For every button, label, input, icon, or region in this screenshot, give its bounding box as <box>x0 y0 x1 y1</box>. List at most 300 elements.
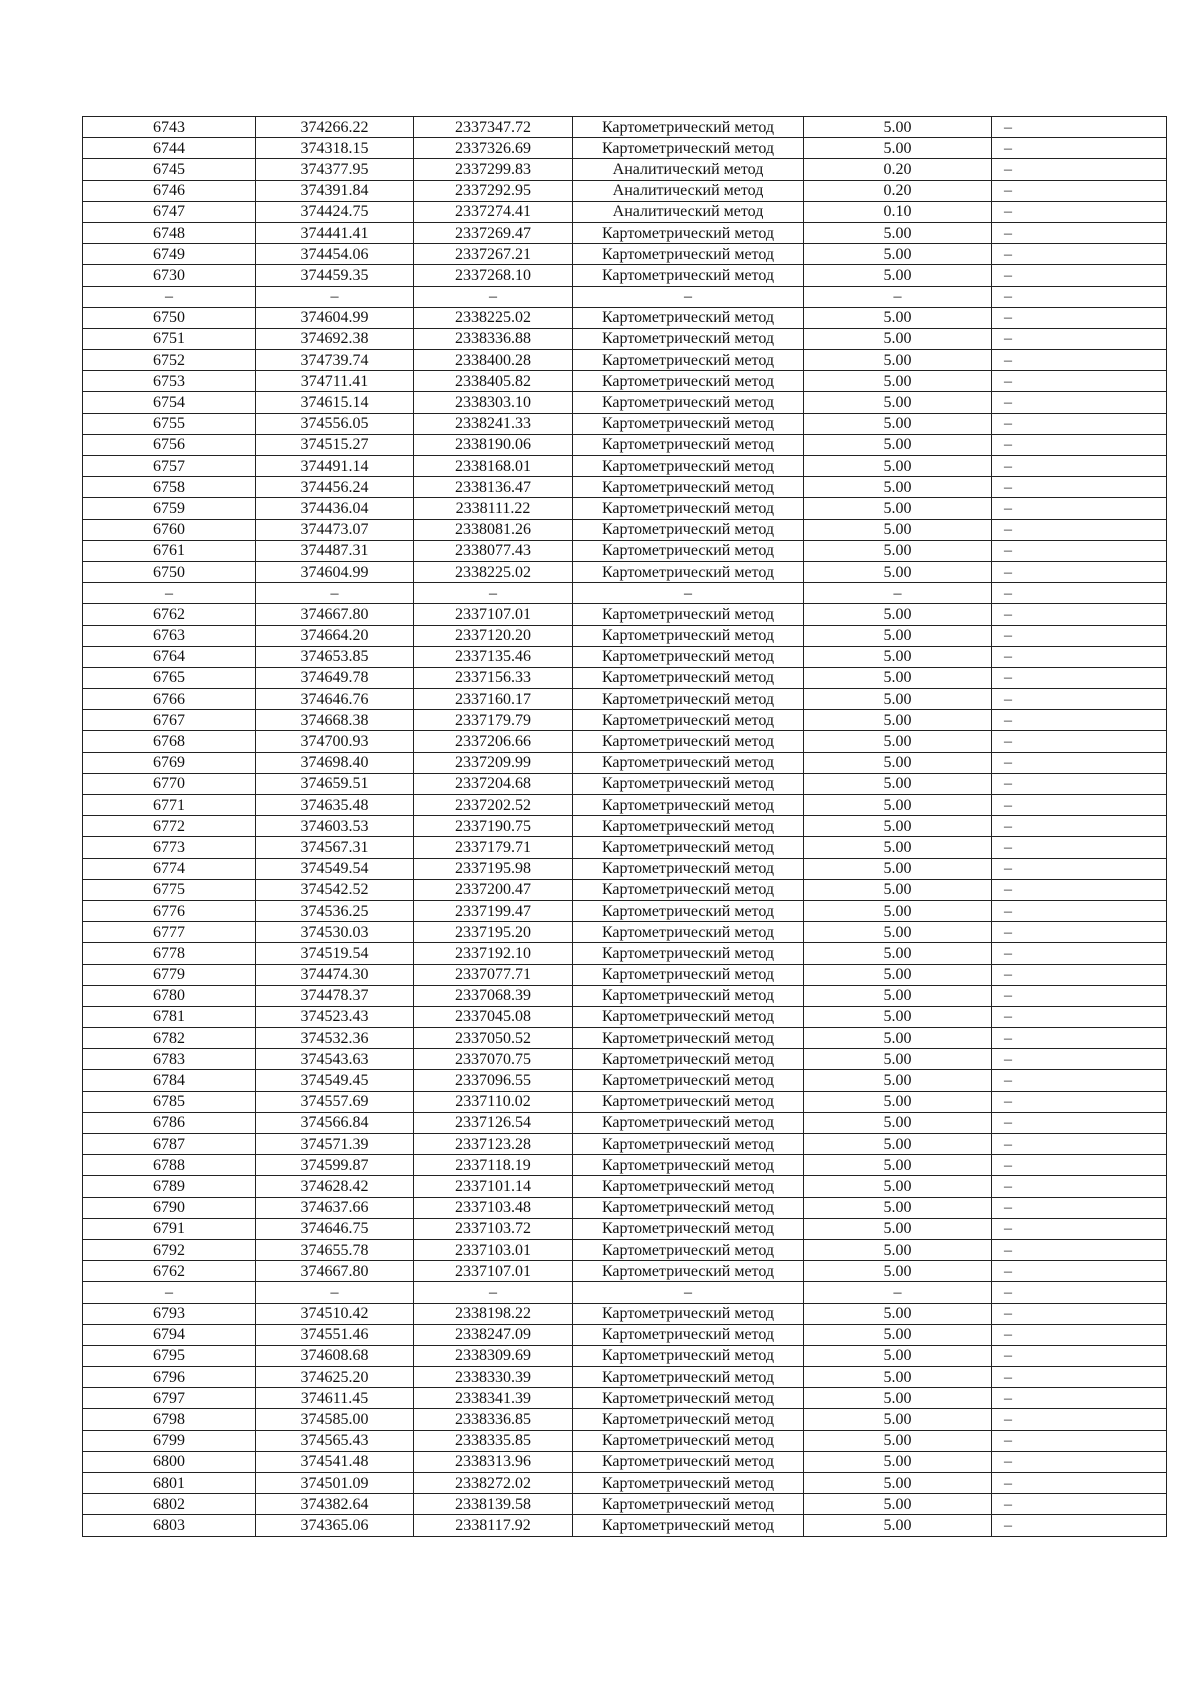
accuracy-cell: 5.00 <box>804 816 992 837</box>
y-coordinate-cell: 2337204.68 <box>414 773 573 794</box>
accuracy-cell: 5.00 <box>804 1049 992 1070</box>
accuracy-cell: 5.00 <box>804 1515 992 1536</box>
note-cell: – <box>992 1473 1167 1494</box>
note-cell: – <box>992 1049 1167 1070</box>
method-cell: Картометрический метод <box>573 434 804 455</box>
x-coordinate-cell: 374646.75 <box>256 1218 414 1239</box>
x-coordinate-cell: 374628.42 <box>256 1176 414 1197</box>
table-row <box>83 477 1167 498</box>
method-cell: Картометрический метод <box>573 625 804 646</box>
y-coordinate-cell: 2338225.02 <box>414 561 573 582</box>
accuracy-cell: 5.00 <box>804 307 992 328</box>
note-cell: – <box>992 1070 1167 1091</box>
x-coordinate-cell: 374478.37 <box>256 985 414 1006</box>
method-cell: Картометрический метод <box>573 1176 804 1197</box>
method-cell: Картометрический метод <box>573 1388 804 1409</box>
point-number-cell: 6791 <box>83 1218 256 1239</box>
note-cell: – <box>992 985 1167 1006</box>
y-coordinate-cell: 2338405.82 <box>414 371 573 392</box>
method-cell: Картометрический метод <box>573 392 804 413</box>
note-cell: – <box>992 943 1167 964</box>
x-coordinate-cell: 374625.20 <box>256 1367 414 1388</box>
method-cell: Картометрический метод <box>573 1367 804 1388</box>
y-coordinate-cell: 2337292.95 <box>414 180 573 201</box>
x-coordinate-cell: 374551.46 <box>256 1324 414 1345</box>
accuracy-cell: 5.00 <box>804 1070 992 1091</box>
point-number-cell: 6748 <box>83 222 256 243</box>
y-coordinate-cell: 2337110.02 <box>414 1091 573 1112</box>
note-cell: – <box>992 858 1167 879</box>
method-cell: Картометрический метод <box>573 1261 804 1282</box>
y-coordinate-cell: 2338335.85 <box>414 1430 573 1451</box>
accuracy-cell: 5.00 <box>804 477 992 498</box>
accuracy-cell: 5.00 <box>804 689 992 710</box>
accuracy-cell: 5.00 <box>804 667 992 688</box>
x-coordinate-cell: 374667.80 <box>256 1261 414 1282</box>
y-coordinate-cell: 2338117.92 <box>414 1515 573 1536</box>
note-cell: – <box>992 1218 1167 1239</box>
point-number-cell: 6784 <box>83 1070 256 1091</box>
y-coordinate-cell: 2337195.20 <box>414 922 573 943</box>
point-number-cell: 6751 <box>83 328 256 349</box>
note-cell: – <box>992 1388 1167 1409</box>
x-coordinate-cell: 374491.14 <box>256 456 414 477</box>
point-number-cell: 6793 <box>83 1303 256 1324</box>
table-row <box>83 222 1167 243</box>
note-cell: – <box>992 1515 1167 1536</box>
y-coordinate-cell: – <box>414 286 573 307</box>
x-coordinate-cell: 374541.48 <box>256 1451 414 1472</box>
table-row <box>83 1112 1167 1133</box>
point-number-cell: 6769 <box>83 752 256 773</box>
accuracy-cell: 5.00 <box>804 265 992 286</box>
method-cell: Картометрический метод <box>573 943 804 964</box>
point-number-cell: 6746 <box>83 180 256 201</box>
x-coordinate-cell: 374459.35 <box>256 265 414 286</box>
accuracy-cell: 5.00 <box>804 413 992 434</box>
x-coordinate-cell: 374557.69 <box>256 1091 414 1112</box>
note-cell: – <box>992 879 1167 900</box>
y-coordinate-cell: 2338341.39 <box>414 1388 573 1409</box>
table-row <box>83 413 1167 434</box>
point-number-cell: 6762 <box>83 604 256 625</box>
method-cell: Аналитический метод <box>573 159 804 180</box>
table-row <box>83 1451 1167 1472</box>
point-number-cell: 6760 <box>83 519 256 540</box>
point-number-cell: 6762 <box>83 1261 256 1282</box>
point-number-cell: 6747 <box>83 201 256 222</box>
y-coordinate-cell: – <box>414 1282 573 1303</box>
note-cell: – <box>992 646 1167 667</box>
point-number-cell: 6768 <box>83 731 256 752</box>
y-coordinate-cell: 2337103.48 <box>414 1197 573 1218</box>
note-cell: – <box>992 1134 1167 1155</box>
point-number-cell: 6795 <box>83 1345 256 1366</box>
accuracy-cell: 5.00 <box>804 1345 992 1366</box>
method-cell: Картометрический метод <box>573 1006 804 1027</box>
table-row <box>83 1388 1167 1409</box>
accuracy-cell: 5.00 <box>804 222 992 243</box>
point-number-cell: 6754 <box>83 392 256 413</box>
table-row <box>83 1282 1167 1303</box>
accuracy-cell: 5.00 <box>804 540 992 561</box>
y-coordinate-cell: 2337050.52 <box>414 1028 573 1049</box>
x-coordinate-cell: 374585.00 <box>256 1409 414 1430</box>
method-cell: Картометрический метод <box>573 1451 804 1472</box>
table-row <box>83 371 1167 392</box>
x-coordinate-cell: 374655.78 <box>256 1239 414 1260</box>
table-row <box>83 689 1167 710</box>
point-number-cell: 6771 <box>83 795 256 816</box>
y-coordinate-cell: 2337190.75 <box>414 816 573 837</box>
table-row <box>83 1218 1167 1239</box>
point-number-cell: 6782 <box>83 1028 256 1049</box>
table-row <box>83 752 1167 773</box>
x-coordinate-cell: 374454.06 <box>256 244 414 265</box>
table-row <box>83 350 1167 371</box>
y-coordinate-cell: 2338190.06 <box>414 434 573 455</box>
method-cell: – <box>573 286 804 307</box>
point-number-cell: 6757 <box>83 456 256 477</box>
accuracy-cell: 5.00 <box>804 1303 992 1324</box>
y-coordinate-cell: 2337045.08 <box>414 1006 573 1027</box>
x-coordinate-cell: 374711.41 <box>256 371 414 392</box>
table-row <box>83 286 1167 307</box>
y-coordinate-cell: 2338077.43 <box>414 540 573 561</box>
accuracy-cell: 5.00 <box>804 1218 992 1239</box>
point-number-cell: 6770 <box>83 773 256 794</box>
y-coordinate-cell: 2337179.79 <box>414 710 573 731</box>
accuracy-cell: 5.00 <box>804 837 992 858</box>
table-row <box>83 1324 1167 1345</box>
x-coordinate-cell: 374700.93 <box>256 731 414 752</box>
accuracy-cell: 0.20 <box>804 180 992 201</box>
point-number-cell: 6759 <box>83 498 256 519</box>
y-coordinate-cell: 2337107.01 <box>414 1261 573 1282</box>
y-coordinate-cell: 2337269.47 <box>414 222 573 243</box>
y-coordinate-cell: 2337160.17 <box>414 689 573 710</box>
point-number-cell: 6753 <box>83 371 256 392</box>
point-number-cell: 6765 <box>83 667 256 688</box>
note-cell: – <box>992 1494 1167 1515</box>
table-row <box>83 561 1167 582</box>
note-cell: – <box>992 689 1167 710</box>
y-coordinate-cell: 2337267.21 <box>414 244 573 265</box>
note-cell: – <box>992 350 1167 371</box>
table-row <box>83 1176 1167 1197</box>
accuracy-cell: 5.00 <box>804 1473 992 1494</box>
accuracy-cell: 5.00 <box>804 1324 992 1345</box>
point-number-cell: 6778 <box>83 943 256 964</box>
table-row <box>83 922 1167 943</box>
x-coordinate-cell: 374698.40 <box>256 752 414 773</box>
accuracy-cell: 5.00 <box>804 1451 992 1472</box>
point-number-cell: 6797 <box>83 1388 256 1409</box>
table-row <box>83 117 1167 138</box>
method-cell: Картометрический метод <box>573 1091 804 1112</box>
note-cell: – <box>992 752 1167 773</box>
point-number-cell: 6800 <box>83 1451 256 1472</box>
table-row <box>83 265 1167 286</box>
x-coordinate-cell: 374739.74 <box>256 350 414 371</box>
note-cell: – <box>992 1303 1167 1324</box>
note-cell: – <box>992 286 1167 307</box>
accuracy-cell: 5.00 <box>804 773 992 794</box>
x-coordinate-cell: – <box>256 286 414 307</box>
y-coordinate-cell: 2338198.22 <box>414 1303 573 1324</box>
point-number-cell: 6764 <box>83 646 256 667</box>
method-cell: Картометрический метод <box>573 1345 804 1366</box>
note-cell: – <box>992 244 1167 265</box>
point-number-cell: 6796 <box>83 1367 256 1388</box>
table-row <box>83 625 1167 646</box>
note-cell: – <box>992 371 1167 392</box>
y-coordinate-cell: 2338330.39 <box>414 1367 573 1388</box>
point-number-cell: 6749 <box>83 244 256 265</box>
x-coordinate-cell: 374536.25 <box>256 900 414 921</box>
x-coordinate-cell: 374377.95 <box>256 159 414 180</box>
note-cell: – <box>992 625 1167 646</box>
y-coordinate-cell: 2338136.47 <box>414 477 573 498</box>
method-cell: Картометрический метод <box>573 350 804 371</box>
x-coordinate-cell: 374659.51 <box>256 773 414 794</box>
y-coordinate-cell: 2338168.01 <box>414 456 573 477</box>
table-row <box>83 180 1167 201</box>
note-cell: – <box>992 1028 1167 1049</box>
method-cell: Картометрический метод <box>573 1070 804 1091</box>
note-cell: – <box>992 795 1167 816</box>
accuracy-cell: 5.00 <box>804 328 992 349</box>
note-cell: – <box>992 964 1167 985</box>
y-coordinate-cell: 2337103.01 <box>414 1239 573 1260</box>
point-number-cell: 6787 <box>83 1134 256 1155</box>
table-row <box>83 985 1167 1006</box>
x-coordinate-cell: 374635.48 <box>256 795 414 816</box>
accuracy-cell: 5.00 <box>804 1155 992 1176</box>
x-coordinate-cell: 374653.85 <box>256 646 414 667</box>
point-number-cell: 6781 <box>83 1006 256 1027</box>
table-row <box>83 328 1167 349</box>
method-cell: Картометрический метод <box>573 1028 804 1049</box>
table-row <box>83 604 1167 625</box>
note-cell: – <box>992 1239 1167 1260</box>
point-number-cell: 6730 <box>83 265 256 286</box>
x-coordinate-cell: – <box>256 1282 414 1303</box>
table-row <box>83 540 1167 561</box>
point-number-cell: 6763 <box>83 625 256 646</box>
method-cell: Картометрический метод <box>573 922 804 943</box>
accuracy-cell: 5.00 <box>804 392 992 413</box>
point-number-cell: 6752 <box>83 350 256 371</box>
table-row <box>83 1070 1167 1091</box>
method-cell: Картометрический метод <box>573 646 804 667</box>
note-cell: – <box>992 1112 1167 1133</box>
table-row <box>83 434 1167 455</box>
table-row <box>83 900 1167 921</box>
y-coordinate-cell: 2338225.02 <box>414 307 573 328</box>
point-number-cell: 6788 <box>83 1155 256 1176</box>
x-coordinate-cell: – <box>256 583 414 604</box>
table-row <box>83 943 1167 964</box>
y-coordinate-cell: 2337126.54 <box>414 1112 573 1133</box>
note-cell: – <box>992 1006 1167 1027</box>
x-coordinate-cell: 374487.31 <box>256 540 414 561</box>
x-coordinate-cell: 374549.54 <box>256 858 414 879</box>
note-cell: – <box>992 307 1167 328</box>
point-number-cell: 6743 <box>83 117 256 138</box>
note-cell: – <box>992 392 1167 413</box>
point-number-cell: 6767 <box>83 710 256 731</box>
method-cell: Картометрический метод <box>573 795 804 816</box>
x-coordinate-cell: 374668.38 <box>256 710 414 731</box>
accuracy-cell: 5.00 <box>804 731 992 752</box>
method-cell: Картометрический метод <box>573 477 804 498</box>
table-row <box>83 837 1167 858</box>
method-cell: Картометрический метод <box>573 117 804 138</box>
method-cell: Картометрический метод <box>573 138 804 159</box>
note-cell: – <box>992 1367 1167 1388</box>
table-row <box>83 1134 1167 1155</box>
y-coordinate-cell: 2337107.01 <box>414 604 573 625</box>
x-coordinate-cell: 374474.30 <box>256 964 414 985</box>
point-number-cell: 6750 <box>83 307 256 328</box>
x-coordinate-cell: 374567.31 <box>256 837 414 858</box>
point-number-cell: 6792 <box>83 1239 256 1260</box>
table-row <box>83 710 1167 731</box>
x-coordinate-cell: 374365.06 <box>256 1515 414 1536</box>
accuracy-cell: 5.00 <box>804 350 992 371</box>
point-number-cell: 6744 <box>83 138 256 159</box>
point-number-cell: 6803 <box>83 1515 256 1536</box>
note-cell: – <box>992 710 1167 731</box>
point-number-cell: 6756 <box>83 434 256 455</box>
accuracy-cell: 5.00 <box>804 1388 992 1409</box>
note-cell: – <box>992 1430 1167 1451</box>
table-row <box>83 1155 1167 1176</box>
method-cell: – <box>573 583 804 604</box>
note-cell: – <box>992 667 1167 688</box>
note-cell: – <box>992 138 1167 159</box>
table-row <box>83 1091 1167 1112</box>
accuracy-cell: 5.00 <box>804 900 992 921</box>
accuracy-cell: 5.00 <box>804 519 992 540</box>
y-coordinate-cell: 2337195.98 <box>414 858 573 879</box>
method-cell: Картометрический метод <box>573 1515 804 1536</box>
y-coordinate-cell: 2337202.52 <box>414 795 573 816</box>
y-coordinate-cell: 2337120.20 <box>414 625 573 646</box>
table-row <box>83 1515 1167 1536</box>
x-coordinate-cell: 374649.78 <box>256 667 414 688</box>
y-coordinate-cell: 2337192.10 <box>414 943 573 964</box>
x-coordinate-cell: 374549.45 <box>256 1070 414 1091</box>
y-coordinate-cell: 2337274.41 <box>414 201 573 222</box>
accuracy-cell: 5.00 <box>804 1409 992 1430</box>
table-row <box>83 244 1167 265</box>
method-cell: Картометрический метод <box>573 498 804 519</box>
note-cell: – <box>992 731 1167 752</box>
coordinates-table <box>82 116 1167 1537</box>
y-coordinate-cell: 2338400.28 <box>414 350 573 371</box>
method-cell: Картометрический метод <box>573 731 804 752</box>
method-cell: Картометрический метод <box>573 1239 804 1260</box>
point-number-cell: 6780 <box>83 985 256 1006</box>
y-coordinate-cell: 2338247.09 <box>414 1324 573 1345</box>
y-coordinate-cell: 2337326.69 <box>414 138 573 159</box>
y-coordinate-cell: 2337209.99 <box>414 752 573 773</box>
accuracy-cell: 5.00 <box>804 1197 992 1218</box>
method-cell: Картометрический метод <box>573 1303 804 1324</box>
method-cell: Картометрический метод <box>573 964 804 985</box>
table-row <box>83 392 1167 413</box>
accuracy-cell: 5.00 <box>804 1367 992 1388</box>
y-coordinate-cell: 2337077.71 <box>414 964 573 985</box>
accuracy-cell: 5.00 <box>804 138 992 159</box>
accuracy-cell: 5.00 <box>804 456 992 477</box>
y-coordinate-cell: 2337206.66 <box>414 731 573 752</box>
y-coordinate-cell: 2338336.85 <box>414 1409 573 1430</box>
accuracy-cell: 5.00 <box>804 943 992 964</box>
point-number-cell: 6773 <box>83 837 256 858</box>
x-coordinate-cell: 374510.42 <box>256 1303 414 1324</box>
method-cell: Картометрический метод <box>573 456 804 477</box>
y-coordinate-cell: 2338081.26 <box>414 519 573 540</box>
method-cell: Картометрический метод <box>573 244 804 265</box>
table-row <box>83 159 1167 180</box>
point-number-cell: 6783 <box>83 1049 256 1070</box>
point-number-cell: 6766 <box>83 689 256 710</box>
x-coordinate-cell: 374611.45 <box>256 1388 414 1409</box>
method-cell: Картометрический метод <box>573 1409 804 1430</box>
accuracy-cell: 5.00 <box>804 1112 992 1133</box>
table-row <box>83 879 1167 900</box>
x-coordinate-cell: 374441.41 <box>256 222 414 243</box>
accuracy-cell: 5.00 <box>804 752 992 773</box>
method-cell: Картометрический метод <box>573 1049 804 1070</box>
point-number-cell: 6786 <box>83 1112 256 1133</box>
note-cell: – <box>992 413 1167 434</box>
method-cell: Картометрический метод <box>573 816 804 837</box>
method-cell: Картометрический метод <box>573 985 804 1006</box>
table-row <box>83 773 1167 794</box>
method-cell: Картометрический метод <box>573 900 804 921</box>
accuracy-cell: 5.00 <box>804 1091 992 1112</box>
x-coordinate-cell: 374318.15 <box>256 138 414 159</box>
accuracy-cell: 5.00 <box>804 1494 992 1515</box>
accuracy-cell: 5.00 <box>804 879 992 900</box>
method-cell: Картометрический метод <box>573 265 804 286</box>
note-cell: – <box>992 922 1167 943</box>
y-coordinate-cell: 2338111.22 <box>414 498 573 519</box>
accuracy-cell: 5.00 <box>804 434 992 455</box>
point-number-cell: 6789 <box>83 1176 256 1197</box>
table-row <box>83 583 1167 604</box>
table-row <box>83 964 1167 985</box>
point-number-cell: 6801 <box>83 1473 256 1494</box>
method-cell: Аналитический метод <box>573 180 804 201</box>
table-row <box>83 498 1167 519</box>
note-cell: – <box>992 1176 1167 1197</box>
method-cell: Картометрический метод <box>573 1494 804 1515</box>
x-coordinate-cell: 374565.43 <box>256 1430 414 1451</box>
method-cell: Картометрический метод <box>573 413 804 434</box>
method-cell: Картометрический метод <box>573 561 804 582</box>
point-number-cell: 6794 <box>83 1324 256 1345</box>
method-cell: Картометрический метод <box>573 752 804 773</box>
x-coordinate-cell: 374667.80 <box>256 604 414 625</box>
accuracy-cell: 5.00 <box>804 498 992 519</box>
accuracy-cell: 5.00 <box>804 561 992 582</box>
x-coordinate-cell: 374382.64 <box>256 1494 414 1515</box>
